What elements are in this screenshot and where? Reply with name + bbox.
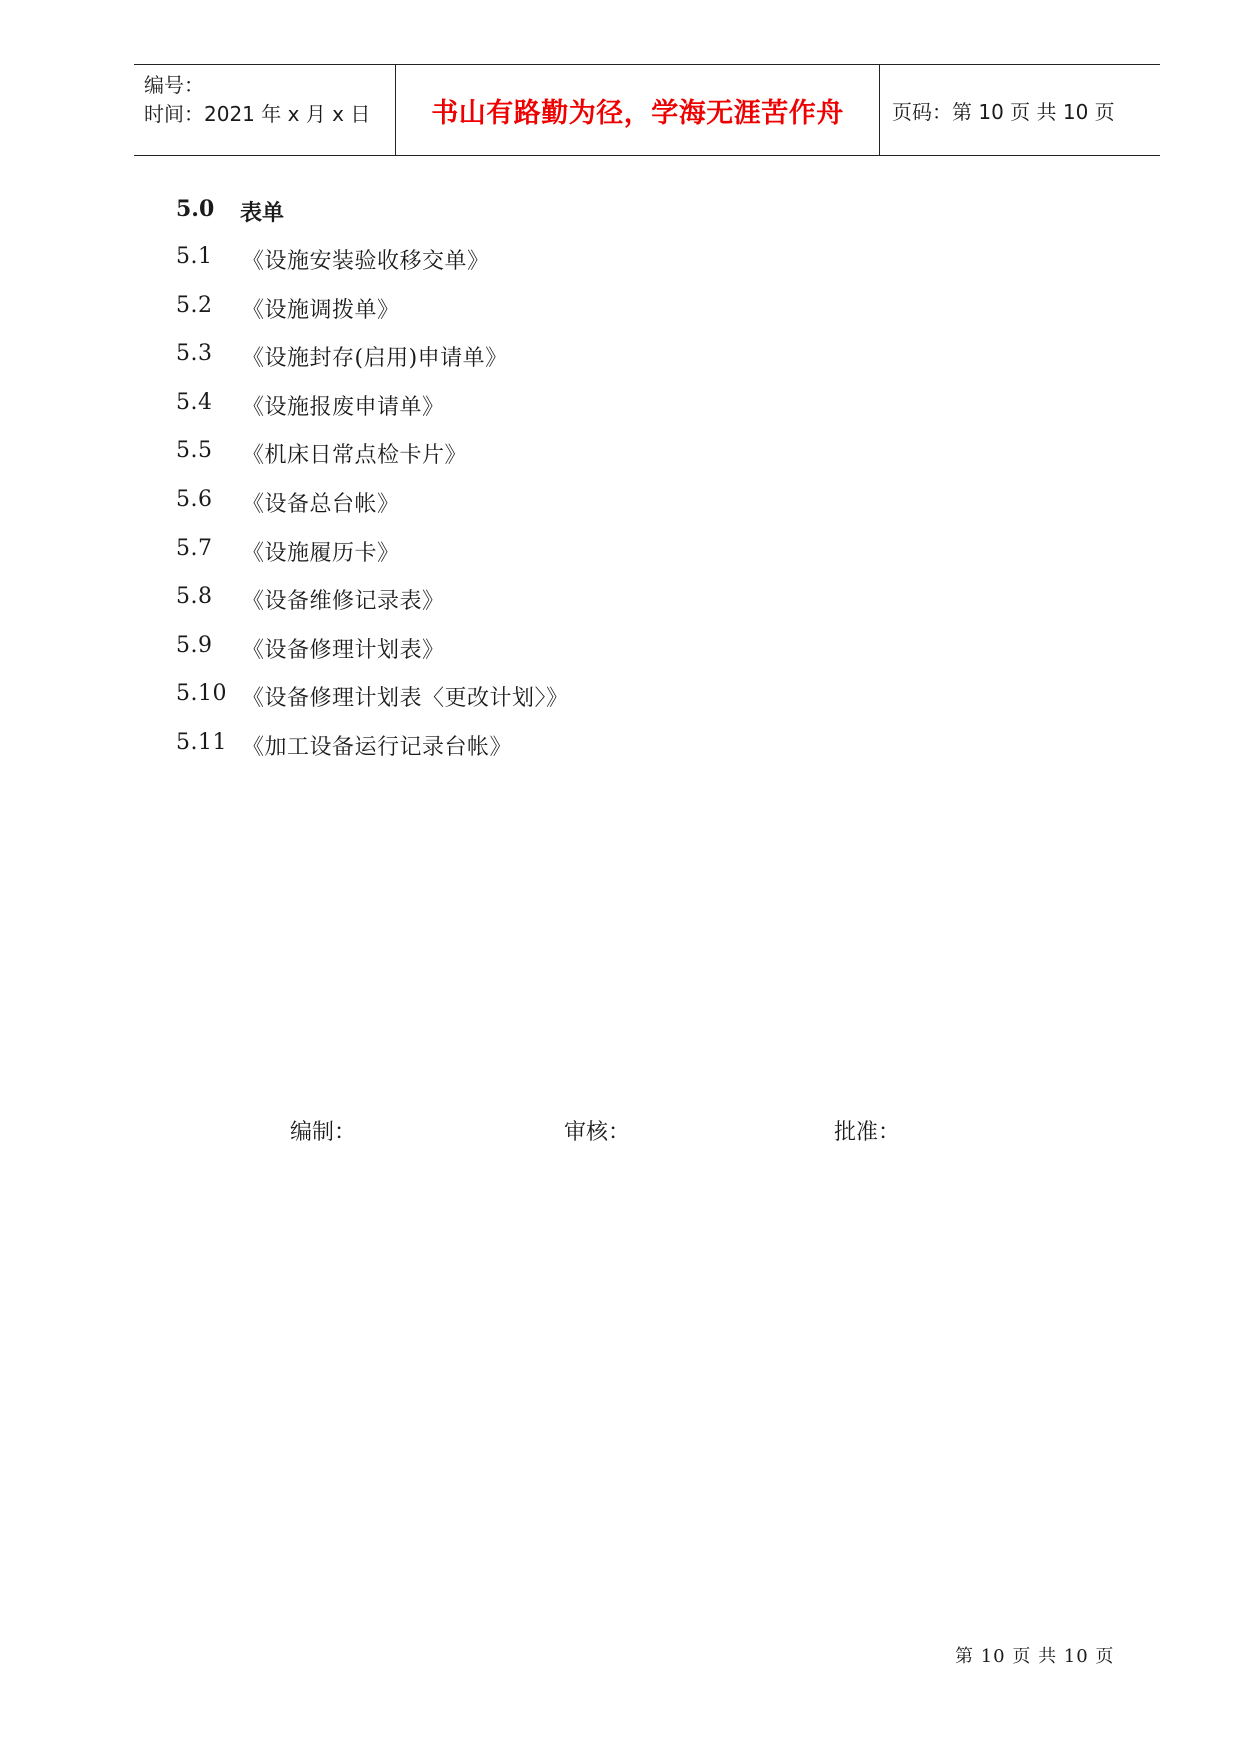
signature-approved-by: 批准： xyxy=(834,1120,901,1145)
list-item xyxy=(176,390,569,439)
section-title: 表单 xyxy=(240,200,285,226)
item-title: 《设施安装验收移交单》 xyxy=(242,249,490,274)
item-title: 《设施履历卡》 xyxy=(242,540,400,566)
item-number: 5.8 xyxy=(176,584,213,610)
item-title: 《设备修理计划表》 xyxy=(242,637,445,663)
item-title: 《设施报废申请单》 xyxy=(242,394,445,420)
item-title: 《设施封存(启用)申请单》 xyxy=(242,346,508,372)
list-item xyxy=(176,730,569,779)
document-code-label: 编号： xyxy=(144,73,204,97)
item-number: 5.7 xyxy=(176,535,213,561)
header-motto-cell xyxy=(396,65,880,155)
list-item xyxy=(176,584,569,633)
item-title: 《机床日常点检卡片》 xyxy=(242,443,468,469)
document-date-label: 时间：2021 年 x 月 x 日 xyxy=(144,102,371,126)
item-number: 5.3 xyxy=(176,341,213,367)
item-title: 《设施调拨单》 xyxy=(242,297,400,323)
signature-reviewed-by: 审核： xyxy=(564,1120,631,1145)
section-heading xyxy=(176,196,284,227)
item-number: 5.4 xyxy=(176,389,213,415)
item-number: 5.11 xyxy=(176,729,227,755)
form-list xyxy=(176,244,569,779)
item-title: 《设备维修记录表》 xyxy=(242,589,445,615)
list-item xyxy=(176,244,569,293)
header-page-info: 页码：第 10 页 共 10 页 xyxy=(892,99,1115,124)
list-item xyxy=(176,681,569,730)
header-meta-cell xyxy=(134,65,396,155)
list-item xyxy=(176,341,569,390)
list-item xyxy=(176,438,569,487)
item-number: 5.9 xyxy=(176,632,213,658)
item-title: 《设备修理计划表〈更改计划〉》 xyxy=(242,686,569,712)
section-number: 5.0 xyxy=(176,196,215,222)
list-item xyxy=(176,633,569,682)
header-page-cell xyxy=(880,65,1160,155)
item-number: 5.5 xyxy=(176,438,213,464)
item-number: 5.10 xyxy=(176,681,227,707)
item-title: 《设备总台帐》 xyxy=(242,491,400,517)
page-footer: 第 10 页 共 10 页 xyxy=(955,1646,1115,1667)
signature-compiled-by: 编制： xyxy=(290,1120,357,1145)
item-number: 5.2 xyxy=(176,292,213,318)
list-item xyxy=(176,536,569,585)
list-item xyxy=(176,487,569,536)
header-motto: 书山有路勤为径，学海无涯苦作舟 xyxy=(431,97,844,129)
page-header xyxy=(134,64,1160,156)
list-item xyxy=(176,293,569,342)
item-number: 5.6 xyxy=(176,486,213,512)
item-number: 5.1 xyxy=(176,244,213,269)
item-title: 《加工设备运行记录台帐》 xyxy=(242,734,513,760)
